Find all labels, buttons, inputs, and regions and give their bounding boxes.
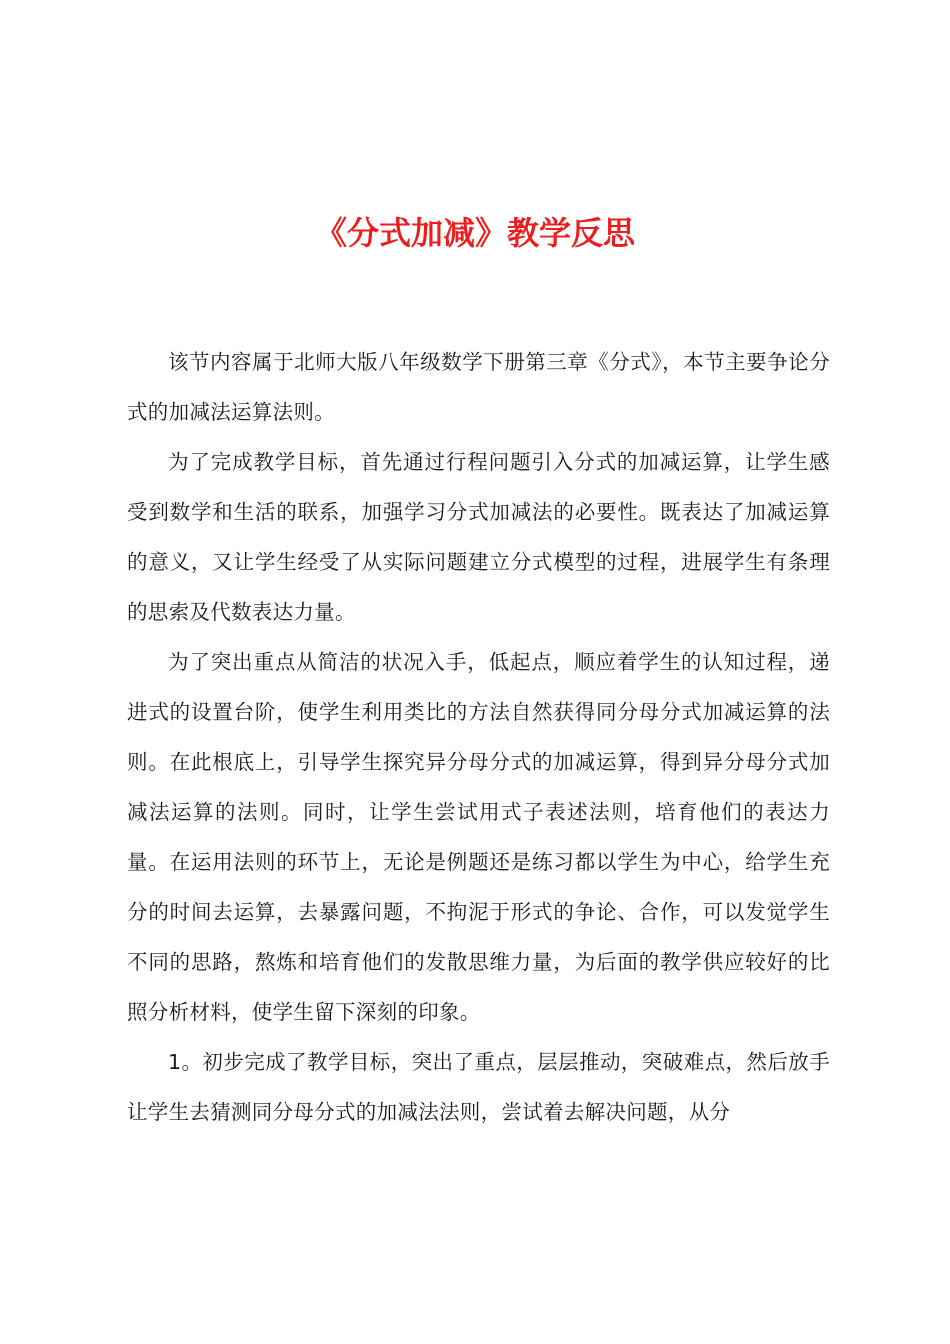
- paragraph-point-1: 1。初步完成了教学目标，突出了重点，层层推动，突破难点，然后放手让学生去猜测同分母分式的加减法法则，尝试着去解决问题，从分: [127, 1050, 830, 1124]
- document-body: [127, 337, 830, 1137]
- paragraph-method: 为了突出重点从简洁的状况入手，低起点，顺应着学生的认知过程，递进式的设置台阶，使学生利用类比的方法自然获得同分母分式加减运算的法则。在此根底上，引导学生探究异分母分式的加减运算，得到异分母分式加减法运算的法则。同时，让学生尝试用式子表述法则，培育他们的表达力量。在运用法则的环节上，无论是例题还是练习都以学生为中心，给学生充分的时间去运算，去暴露问题，不拘泥于形式的争论、合作，可以发觉学生不同的思路，熬炼和培育他们的发散思维力量，为后面的教学供应较好的比照分析材料，使学生留下深刻的印象。: [127, 650, 830, 1024]
- document-title: 《分式加减》教学反思: [314, 214, 635, 252]
- paragraph-goal: 为了完成教学目标，首先通过行程问题引入分式的加减运算，让学生感受到数学和生活的联系，加强学习分式加减法的必要性。既表达了加减运算的意义，又让学生经受了从实际问题建立分式模型的过程，进展学生有条理的思索及代数表达力量。: [127, 450, 830, 624]
- paragraph-intro: 该节内容属于北师大版八年级数学下册第三章《分式》，本节主要争论分式的加减法运算法则。: [127, 350, 830, 424]
